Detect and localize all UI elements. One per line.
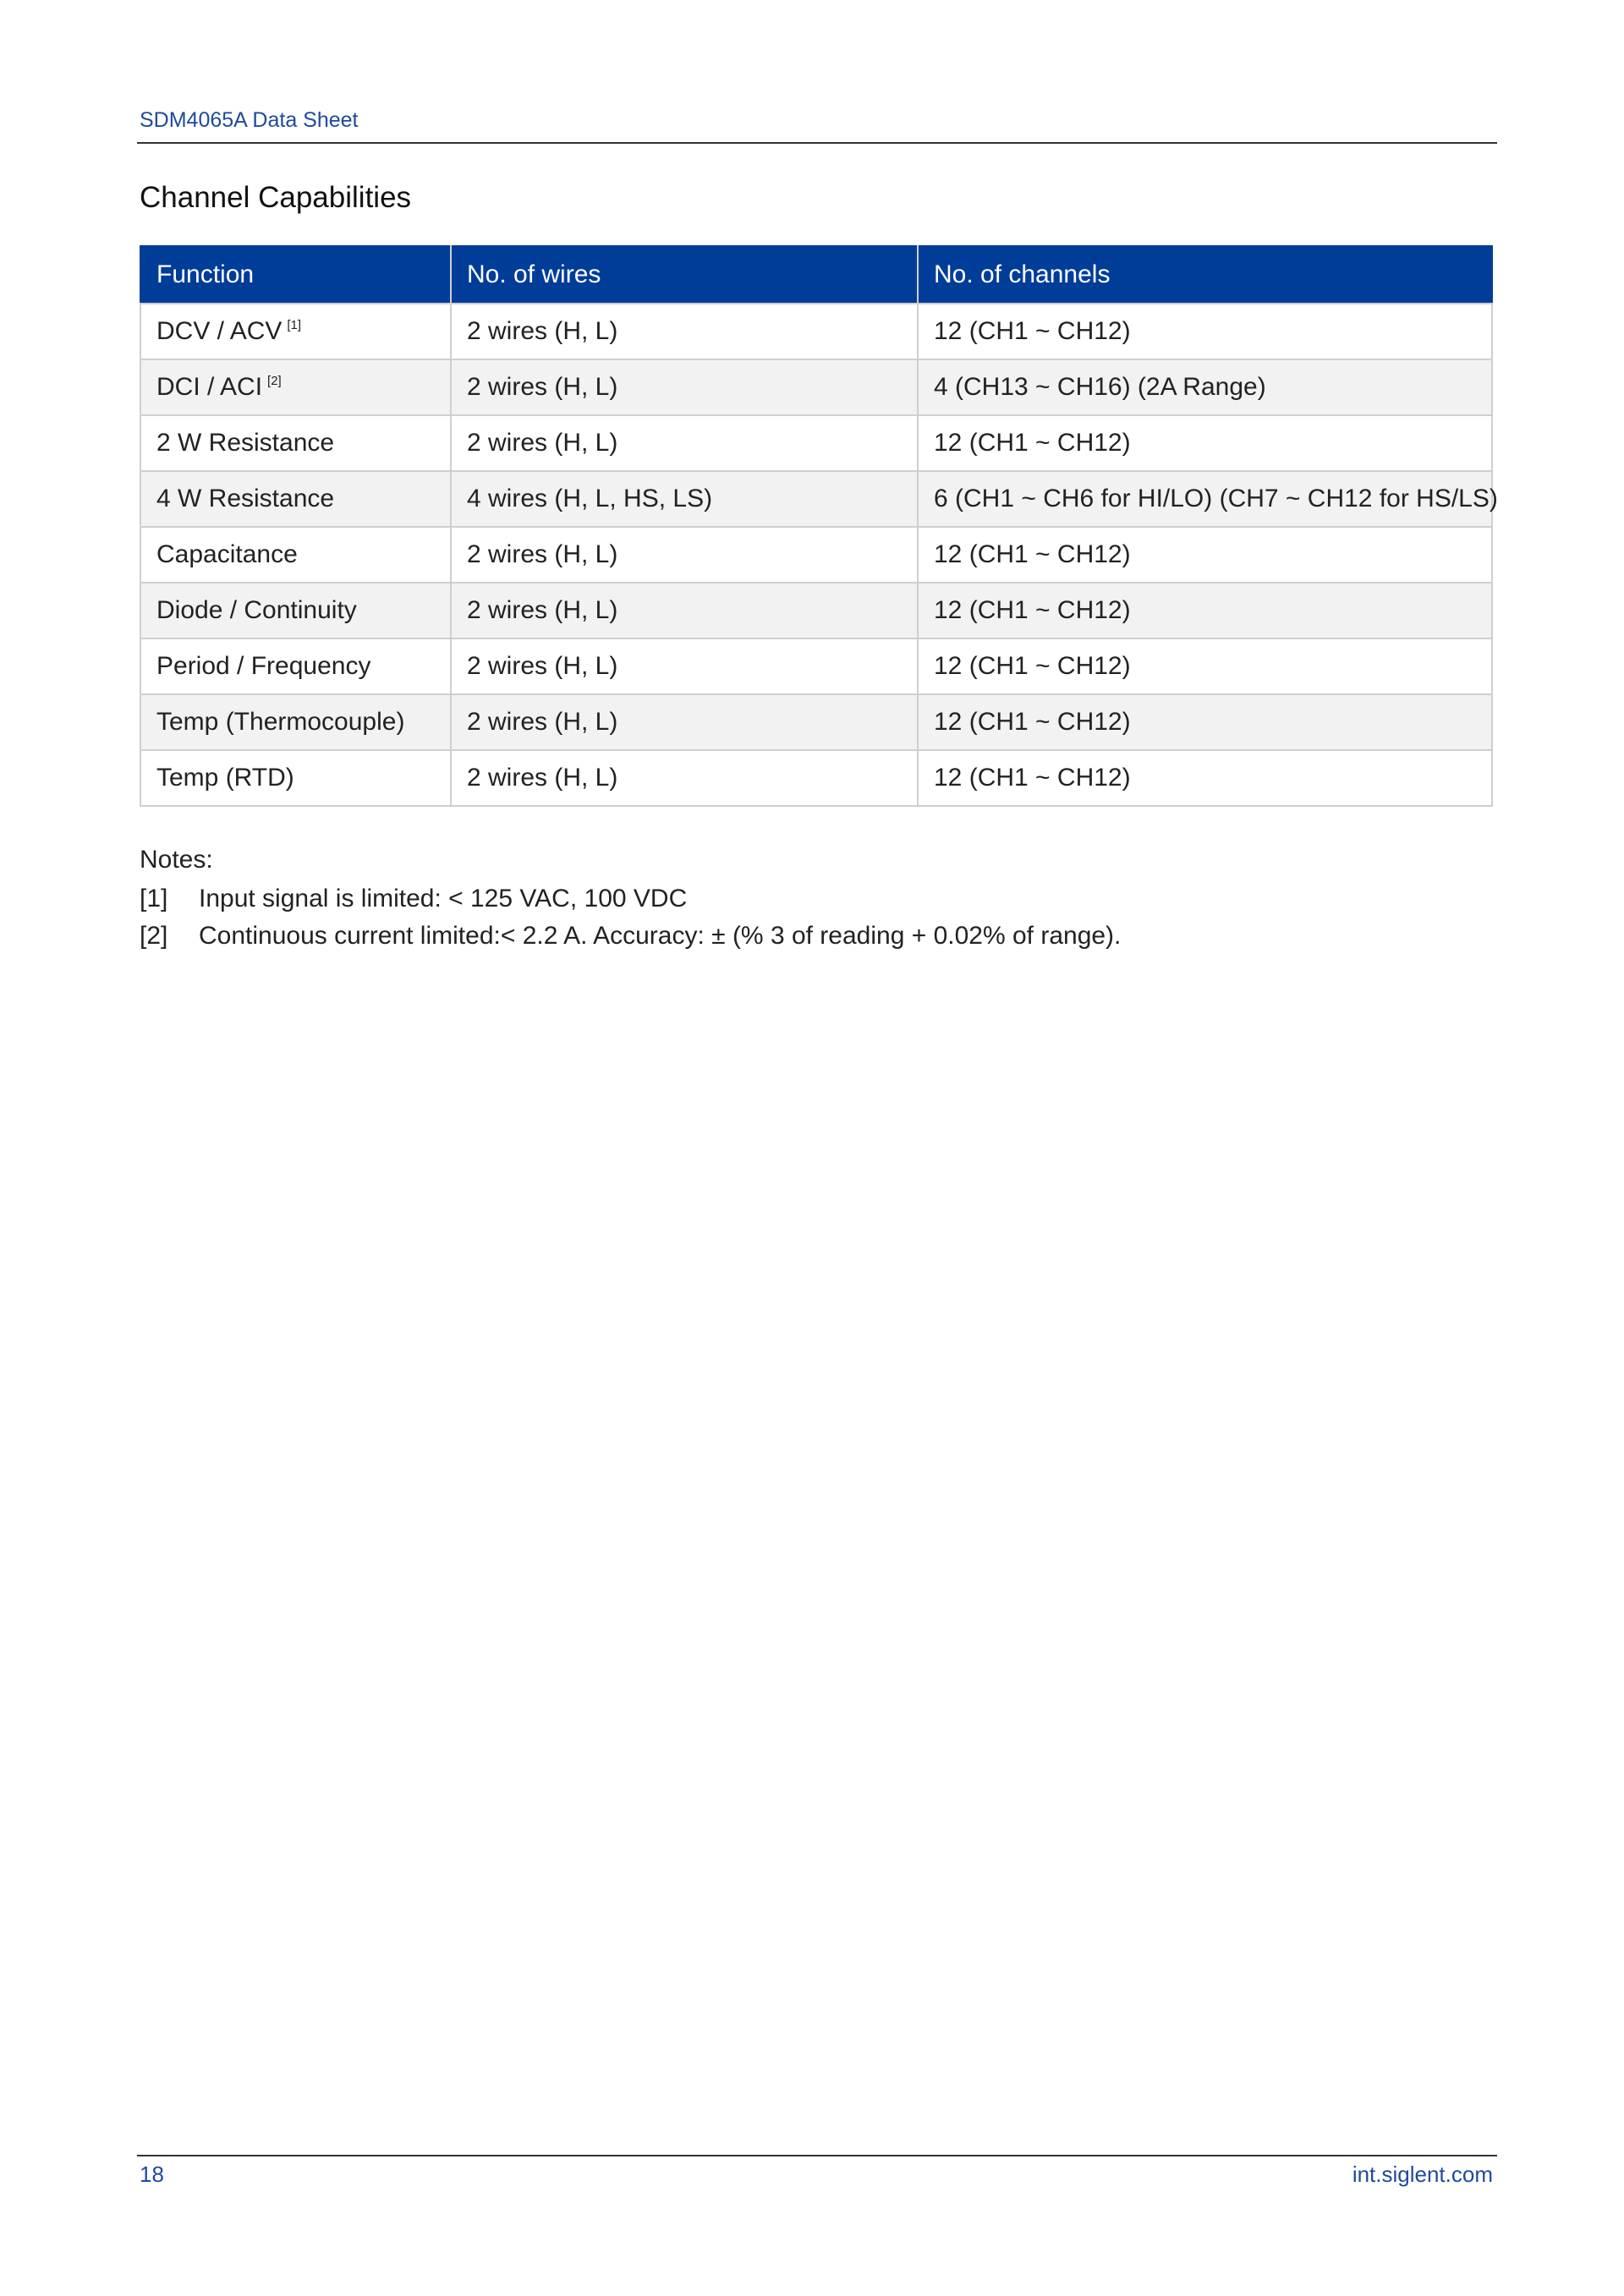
table-row (140, 415, 1492, 471)
column-header-function: Function (140, 246, 451, 304)
function-label: DCI / ACI (156, 373, 263, 401)
header-divider (137, 142, 1497, 144)
note-marker: [2] (140, 922, 168, 950)
column-header-wires: No. of wires (451, 246, 918, 304)
note-text: Input signal is limited: < 125 VAC, 100 VDC (199, 885, 688, 912)
wires-cell: 2 wires (H, L) (451, 694, 918, 750)
wires-cell: 2 wires (H, L) (451, 415, 918, 471)
function-cell (140, 359, 451, 415)
table-row (140, 304, 1492, 359)
channels-cell: 12 (CH1 ~ CH12) (918, 304, 1492, 359)
table-header-row (140, 246, 1492, 304)
footnote-ref: [1] (287, 318, 302, 332)
section-title: Channel Capabilities (140, 181, 412, 214)
channels-cell: 12 (CH1 ~ CH12) (918, 750, 1492, 806)
table-row (140, 694, 1492, 750)
wires-cell: 2 wires (H, L) (451, 583, 918, 638)
table-row (140, 638, 1492, 694)
function-cell: Period / Frequency (140, 638, 451, 694)
channels-cell: 12 (CH1 ~ CH12) (918, 415, 1492, 471)
wires-cell: 2 wires (H, L) (451, 527, 918, 583)
table-row (140, 583, 1492, 638)
wires-cell: 2 wires (H, L) (451, 750, 918, 806)
channel-capabilities-table (140, 245, 1498, 807)
notes-section (140, 846, 1121, 959)
table-row (140, 471, 1492, 527)
channels-cell: 4 (CH13 ~ CH16) (2A Range) (918, 359, 1492, 415)
wires-cell: 2 wires (H, L) (451, 359, 918, 415)
function-cell: Temp (Thermocouple) (140, 694, 451, 750)
channels-cell: 12 (CH1 ~ CH12) (918, 638, 1492, 694)
document-title: SDM4065A Data Sheet (140, 108, 359, 132)
website-link[interactable]: int.siglent.com (1352, 2162, 1493, 2187)
function-cell: Capacitance (140, 527, 451, 583)
function-cell: Temp (RTD) (140, 750, 451, 806)
function-cell: Diode / Continuity (140, 583, 451, 638)
table-row (140, 527, 1492, 583)
function-cell: 4 W Resistance (140, 471, 451, 527)
function-cell: 2 W Resistance (140, 415, 451, 471)
channels-cell: 12 (CH1 ~ CH12) (918, 583, 1492, 638)
page-number: 18 (140, 2162, 164, 2187)
notes-title: Notes: (140, 846, 213, 874)
note-text: Continuous current limited:< 2.2 A. Accuracy: ± (% 3 of reading + 0.02% of range). (199, 922, 1122, 950)
wires-cell: 4 wires (H, L, HS, LS) (451, 471, 918, 527)
function-cell (140, 304, 451, 359)
note-item (140, 885, 1121, 913)
note-item (140, 922, 1121, 951)
channels-cell: 12 (CH1 ~ CH12) (918, 694, 1492, 750)
channels-cell: 6 (CH1 ~ CH6 for HI/LO) (CH7 ~ CH12 for HS/LS) (918, 471, 1492, 527)
column-header-channels: No. of channels (918, 246, 1492, 304)
table-row (140, 750, 1492, 806)
wires-cell: 2 wires (H, L) (451, 304, 918, 359)
table-row (140, 359, 1492, 415)
channels-cell: 12 (CH1 ~ CH12) (918, 527, 1492, 583)
wires-cell: 2 wires (H, L) (451, 638, 918, 694)
function-label: DCV / ACV (156, 317, 283, 345)
footnote-ref: [2] (267, 374, 282, 388)
note-marker: [1] (140, 885, 168, 912)
footer-divider (137, 2155, 1497, 2156)
